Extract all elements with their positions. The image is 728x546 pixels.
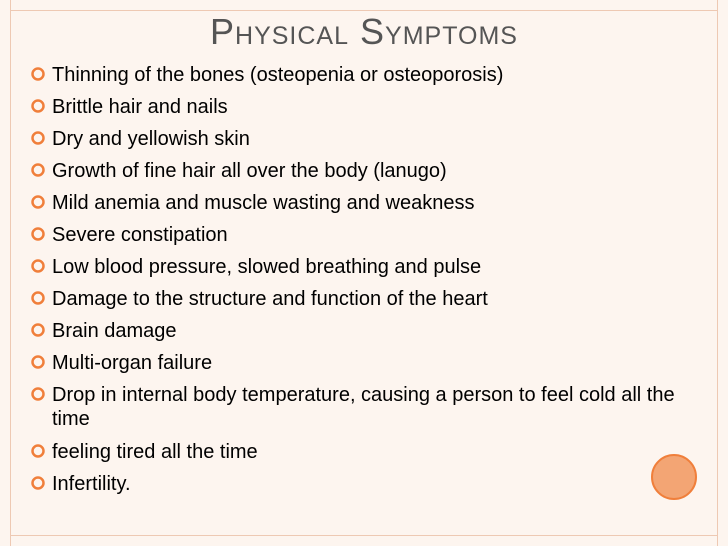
bullet-text: Damage to the structure and function of the heart — [52, 288, 488, 310]
circle-bullet-icon — [30, 443, 46, 459]
bullet-item — [30, 472, 698, 496]
bullet-item — [30, 223, 698, 247]
bullet-text: Multi-organ failure — [52, 352, 213, 374]
slide-title: Physical Symptoms — [210, 11, 518, 52]
circle-bullet-icon — [30, 66, 46, 82]
bullet-item — [30, 63, 698, 87]
bullet-item — [30, 159, 698, 183]
bullet-text: Dry and yellowish skin — [52, 128, 250, 150]
bullet-text: Infertility. — [52, 473, 131, 495]
circle-bullet-icon — [30, 162, 46, 178]
frame-line-right — [717, 0, 718, 546]
circle-bullet-icon — [30, 322, 46, 338]
circle-bullet-icon — [30, 290, 46, 306]
bullet-text: feeling tired all the time — [52, 441, 258, 463]
circle-bullet-icon — [30, 98, 46, 114]
bullet-item — [30, 95, 698, 119]
bullet-text: Drop in internal body temperature, causing a person to feel cold all the time — [52, 384, 675, 430]
bullet-item — [30, 383, 698, 431]
bullet-item — [30, 191, 698, 215]
bullet-text: Growth of fine hair all over the body (lanugo) — [52, 160, 447, 182]
circle-bullet-icon — [30, 475, 46, 491]
decorative-orange-circle — [651, 454, 697, 500]
bullet-item — [30, 255, 698, 279]
bullet-text: Thinning of the bones (osteopenia or osteoporosis) — [52, 64, 504, 86]
circle-bullet-icon — [30, 258, 46, 274]
circle-bullet-icon — [30, 226, 46, 242]
circle-bullet-icon — [30, 130, 46, 146]
circle-bullet-icon — [30, 194, 46, 210]
bullet-text: Severe constipation — [52, 224, 228, 246]
circle-bullet-icon — [30, 386, 46, 402]
bullet-list — [30, 63, 698, 504]
bullet-text: Low blood pressure, slowed breathing and pulse — [52, 256, 482, 278]
bullet-text: Brain damage — [52, 320, 177, 342]
bullet-item — [30, 127, 698, 151]
bullet-item — [30, 319, 698, 343]
frame-line-left — [10, 0, 11, 546]
bullet-item — [30, 440, 698, 464]
bullet-item — [30, 351, 698, 375]
bullet-text: Brittle hair and nails — [52, 96, 228, 118]
frame-line-bottom — [10, 535, 718, 536]
bullet-item — [30, 287, 698, 311]
circle-bullet-icon — [30, 354, 46, 370]
bullet-text: Mild anemia and muscle wasting and weakness — [52, 192, 475, 214]
